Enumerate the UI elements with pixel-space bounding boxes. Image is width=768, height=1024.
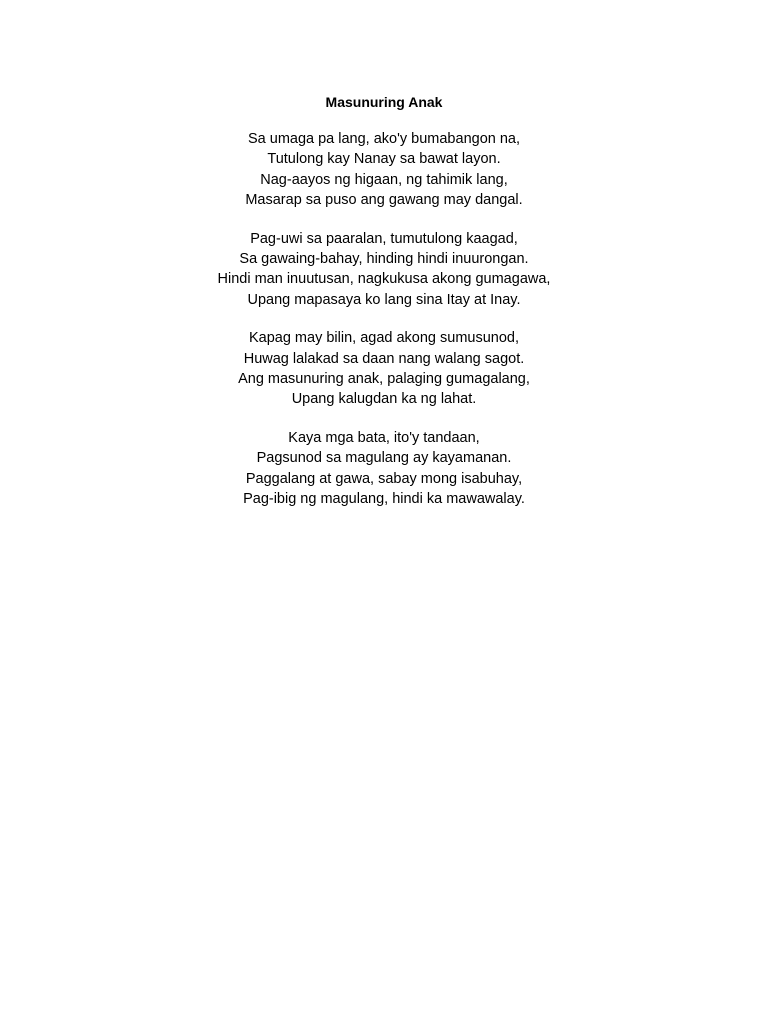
stanza-3 bbox=[84, 328, 684, 410]
poem-line: Kapag may bilin, agad akong sumusunod, bbox=[248, 330, 520, 347]
poem-line: Huwag lalakad sa daan nang walang sagot. bbox=[243, 350, 525, 367]
poem-line: Paggalang at gawa, sabay mong isabuhay, bbox=[245, 470, 523, 487]
poem-line: Kaya mga bata, ito'y tandaan, bbox=[288, 429, 480, 446]
poem-line: Ang masunuring anak, palaging gumagalang, bbox=[238, 371, 530, 388]
poem-line: Pag-ibig ng magulang, hindi ka mawawalay. bbox=[243, 491, 525, 508]
poem-line: Masarap sa puso ang gawang may dangal. bbox=[245, 192, 523, 209]
poem-line: Nag-aayos ng higaan, ng tahimik lang, bbox=[260, 171, 508, 188]
stanza-1 bbox=[84, 129, 684, 211]
poem-line: Upang mapasaya ko lang sina Itay at Inay. bbox=[247, 291, 521, 308]
stanza-4 bbox=[84, 428, 684, 510]
poem bbox=[84, 92, 684, 528]
poem-line: Pag-uwi sa paaralan, tumutulong kaagad, bbox=[250, 230, 518, 247]
poem-title: Masunuring Anak bbox=[325, 94, 443, 110]
poem-line: Pagsunod sa magulang ay kayamanan. bbox=[256, 450, 512, 467]
poem-line: Hindi man inuutusan, nagkukusa akong gumagawa, bbox=[217, 271, 551, 288]
poem-line: Sa umaga pa lang, ako'y bumabangon na, bbox=[247, 131, 521, 147]
poem-line: Tutulong kay Nanay sa bawat layon. bbox=[267, 151, 501, 168]
poem-line: Sa gawaing-bahay, hinding hindi inuurongan. bbox=[239, 251, 529, 268]
stanza-2 bbox=[84, 229, 684, 311]
poem-line: Upang kalugdan ka ng lahat. bbox=[291, 391, 477, 408]
